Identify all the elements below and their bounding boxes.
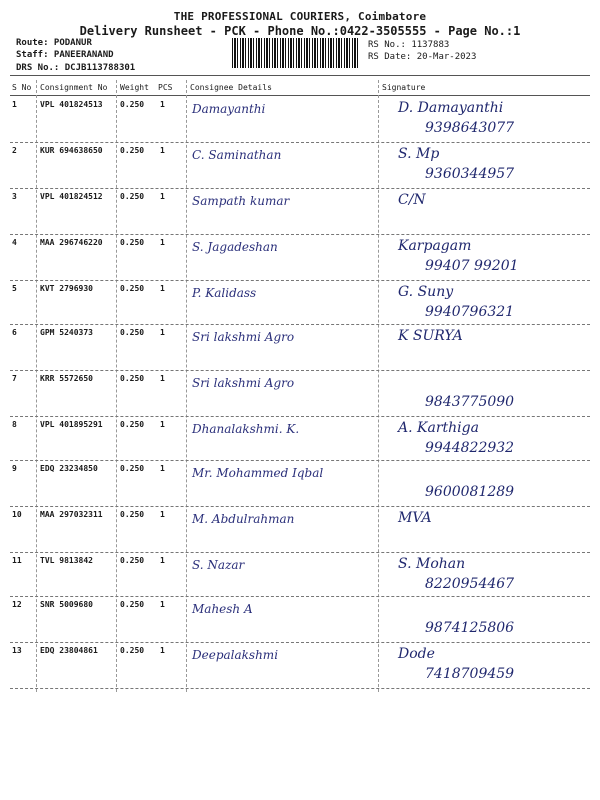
col-consignment: Consignment No <box>40 83 108 92</box>
col-pcs: PCS <box>158 83 173 92</box>
col-signature: Signature <box>382 83 426 92</box>
signature-phone: 9874125806 <box>425 620 515 636</box>
row-divider <box>10 416 590 417</box>
pcs-cell: 1 <box>160 284 165 293</box>
pcs-cell: 1 <box>160 100 165 109</box>
consignment-cell: KRR 5572650 <box>40 374 93 383</box>
row-divider <box>10 506 590 507</box>
weight-cell: 0.250 <box>120 556 145 565</box>
weight-cell: 0.250 <box>120 600 145 609</box>
sno-cell: 8 <box>12 420 17 429</box>
signature-phone: 9600081289 <box>425 484 515 500</box>
weight-cell: 0.250 <box>120 100 145 109</box>
signature-phone: 7418709459 <box>425 666 515 682</box>
signature-cell: K SURYA <box>398 328 463 344</box>
sno-cell: 5 <box>12 284 17 293</box>
column-header-divider <box>10 95 590 96</box>
consignee-cell: Dhanalakshmi. K. <box>192 422 300 436</box>
consignment-cell: VPL 401824512 <box>40 192 103 201</box>
column-divider <box>186 80 187 692</box>
consignment-cell: EDQ 23804861 <box>40 646 98 655</box>
consignment-cell: MAA 297032311 <box>40 510 103 519</box>
signature-cell: Karpagam <box>398 238 472 254</box>
row-divider <box>10 280 590 281</box>
sno-cell: 2 <box>12 146 17 155</box>
sno-cell: 3 <box>12 192 17 201</box>
pcs-cell: 1 <box>160 328 165 337</box>
consignment-cell: GPM 5240373 <box>40 328 93 337</box>
signature-cell: D. Damayanthi <box>398 100 504 116</box>
consignment-cell: MAA 296746220 <box>40 238 103 247</box>
row-divider <box>10 142 590 143</box>
consignee-cell: Sri lakshmi Agro <box>192 330 295 344</box>
company-title: THE PROFESSIONAL COURIERS, Coimbatore <box>173 10 427 23</box>
row-divider <box>10 552 590 553</box>
weight-cell: 0.250 <box>120 146 145 155</box>
signature-cell: S. Mohan <box>398 556 466 572</box>
consignment-cell: EDQ 23234850 <box>40 464 98 473</box>
staff-label: Staff: PANEERANAND <box>16 50 114 60</box>
pcs-cell: 1 <box>160 600 165 609</box>
sno-cell: 1 <box>12 100 17 109</box>
row-divider <box>10 460 590 461</box>
consignee-cell: S. Jagadeshan <box>192 240 278 254</box>
weight-cell: 0.250 <box>120 374 145 383</box>
weight-cell: 0.250 <box>120 238 145 247</box>
weight-cell: 0.250 <box>120 420 145 429</box>
row-divider <box>10 234 590 235</box>
row-divider <box>10 370 590 371</box>
pcs-cell: 1 <box>160 464 165 473</box>
signature-cell: Dode <box>398 646 435 662</box>
signature-phone: 9944822932 <box>425 440 515 456</box>
signature-phone: 9940796321 <box>425 304 515 320</box>
pcs-cell: 1 <box>160 146 165 155</box>
sno-cell: 9 <box>12 464 17 473</box>
sno-cell: 7 <box>12 374 17 383</box>
weight-cell: 0.250 <box>120 464 145 473</box>
consignment-cell: TVL 9813842 <box>40 556 93 565</box>
pcs-cell: 1 <box>160 646 165 655</box>
col-sno: S No <box>12 83 32 92</box>
pcs-cell: 1 <box>160 556 165 565</box>
signature-phone: 9360344957 <box>425 166 515 182</box>
signature-phone: 9843775090 <box>425 394 515 410</box>
row-divider <box>10 596 590 597</box>
signature-phone: 9398643077 <box>425 120 515 136</box>
signature-phone: 99407 99201 <box>425 258 519 274</box>
signature-cell: G. Suny <box>398 284 454 300</box>
barcode <box>232 38 360 68</box>
column-divider <box>116 80 117 692</box>
signature-cell: MVA <box>398 510 432 526</box>
signature-cell: S. Mp <box>398 146 440 162</box>
sno-cell: 10 <box>12 510 22 519</box>
rs-date: RS Date: 20-Mar-2023 <box>368 52 477 62</box>
consignee-cell: S. Nazar <box>192 558 245 572</box>
consignee-cell: Deepalakshmi <box>192 648 279 662</box>
row-divider <box>10 188 590 189</box>
consignment-cell: VPL 401895291 <box>40 420 103 429</box>
weight-cell: 0.250 <box>120 646 145 655</box>
weight-cell: 0.250 <box>120 192 145 201</box>
consignee-cell: Mahesh A <box>192 602 253 616</box>
row-divider <box>10 688 590 689</box>
consignee-cell: Damayanthi <box>192 102 266 116</box>
sno-cell: 6 <box>12 328 17 337</box>
header-divider <box>10 75 590 76</box>
consignment-cell: SNR 5009680 <box>40 600 93 609</box>
signature-cell: C/N <box>398 192 426 208</box>
weight-cell: 0.250 <box>120 510 145 519</box>
row-divider <box>10 324 590 325</box>
sno-cell: 13 <box>12 646 22 655</box>
consignee-cell: C. Saminathan <box>192 148 282 162</box>
pcs-cell: 1 <box>160 238 165 247</box>
col-consignee: Consignee Details <box>190 83 272 92</box>
consignee-cell: P. Kalidass <box>192 286 257 300</box>
signature-phone: 8220954467 <box>425 576 515 592</box>
sno-cell: 11 <box>12 556 22 565</box>
sno-cell: 4 <box>12 238 17 247</box>
drs-label: DRS No.: DCJB113788301 <box>16 63 136 73</box>
runsheet-title: Delivery Runsheet - PCK - Phone No.:0422-3505555 - Page No.:1 <box>79 24 521 38</box>
consignment-cell: KUR 694638650 <box>40 146 103 155</box>
pcs-cell: 1 <box>160 192 165 201</box>
pcs-cell: 1 <box>160 420 165 429</box>
weight-cell: 0.250 <box>120 284 145 293</box>
consignment-cell: KVT 2796930 <box>40 284 93 293</box>
column-divider <box>378 80 379 692</box>
route-label: Route: PODANUR <box>16 38 92 48</box>
rs-number: RS No.: 1137883 <box>368 40 450 50</box>
col-weight: Weight <box>120 83 149 92</box>
column-divider <box>36 80 37 692</box>
consignee-cell: Sampath kumar <box>192 194 290 208</box>
consignment-cell: VPL 401824513 <box>40 100 103 109</box>
weight-cell: 0.250 <box>120 328 145 337</box>
signature-cell: A. Karthiga <box>398 420 479 436</box>
consignee-cell: M. Abdulrahman <box>192 512 295 526</box>
pcs-cell: 1 <box>160 374 165 383</box>
pcs-cell: 1 <box>160 510 165 519</box>
consignee-cell: Mr. Mohammed Iqbal <box>192 466 324 480</box>
sno-cell: 12 <box>12 600 22 609</box>
row-divider <box>10 642 590 643</box>
consignee-cell: Sri lakshmi Agro <box>192 376 295 390</box>
